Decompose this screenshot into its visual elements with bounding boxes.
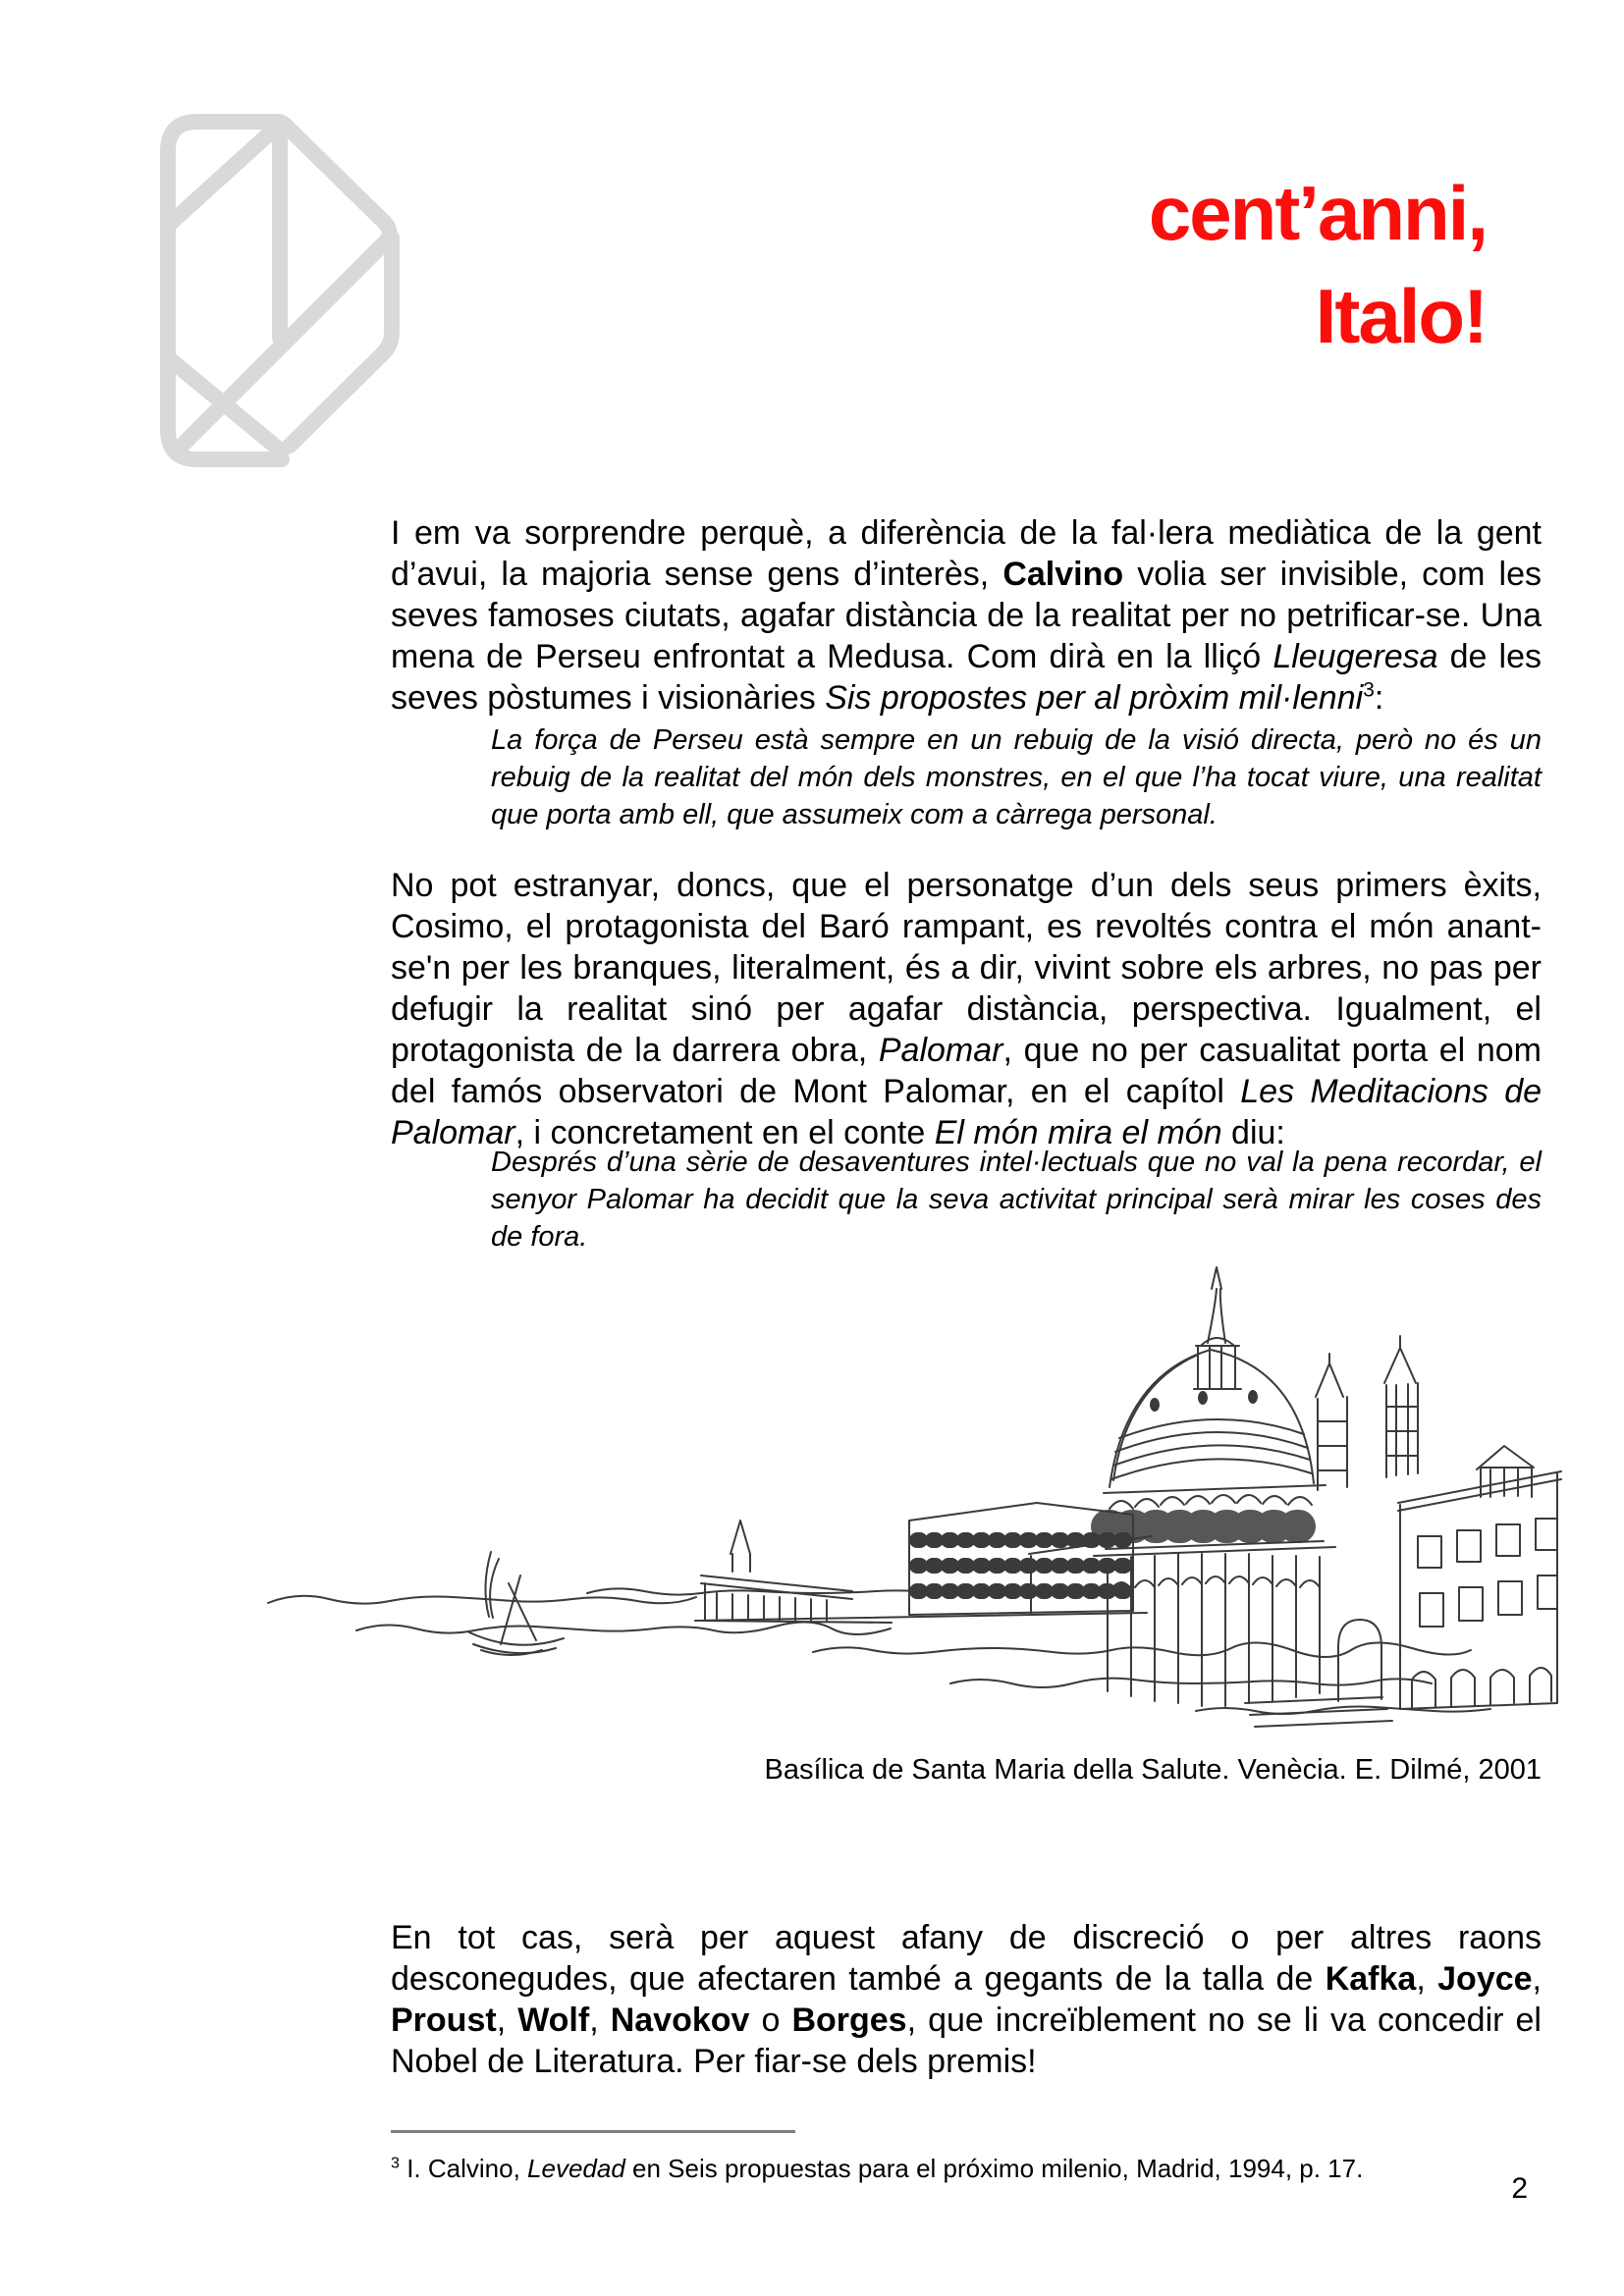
basilica-sketch bbox=[263, 1259, 1564, 1755]
basilica-lantern bbox=[1194, 1267, 1241, 1389]
page-number: 2 bbox=[1511, 2172, 1528, 2205]
footnote-text: $^3$ I. Calvino, Levedad en Seis propuestas para el próximo milenio, Madrid, 1994, p. 17. bbox=[391, 2154, 1364, 2183]
page-title-line-1: cent’anni, bbox=[1148, 170, 1487, 256]
paragraph-2: No pot estranyar, doncs, que el personatge d’un dels seus primers èxits, Cosimo, el protagonista del Baró rampant, es revoltés contra el món anant-se'n per les branques, literalment, és a dir, vivint sobre els arbres, no pas per defugir la realitat sinó per agafar distància, perspectiva. Igualment, el protagonista de la darrera obra, Palomar, que no per casualitat porta el nom del famós observatori de Mont Palomar, en el capítol Les Meditacions de Palomar, i concretament en el conte El món mira el món diu: bbox=[391, 867, 1543, 1151]
right-building bbox=[1398, 1446, 1561, 1709]
block-quote-2: Després d’una sèrie de desaventures intel·lectuals que no val la pena recordar, el senyor Palomar ha decidit que la seva activitat principal serà mirar les coses des de fora. bbox=[491, 1147, 1542, 1253]
page-title-line-2: Italo! bbox=[1315, 273, 1487, 359]
block-quote-1: La força de Perseu està sempre en un rebuig de la visió directa, però no és un rebuig de la realitat del món dels monstres, en el que l’ha tocat viure, una realitat que porta amb ell, que assumeix com a càrrega personal. bbox=[491, 724, 1542, 830]
paragraph-3: En tot cas, serà per aquest afany de discreció o per altres raons desconegudes, que afectaren també a gegants de la talla de Kafka, Joyce, Proust, Wolf, Navokov o Borges, que increïblement no se li va concedir el Nobel de Literatura. Per fiar-se dels premis! bbox=[391, 1919, 1542, 2080]
footnote-separator bbox=[391, 2130, 795, 2133]
water-lines bbox=[268, 1588, 1490, 1714]
chapel-building bbox=[701, 1521, 892, 1623]
basilica-dome bbox=[1104, 1350, 1326, 1549]
gondola bbox=[469, 1552, 564, 1655]
envelope-logo-icon bbox=[160, 114, 404, 467]
paragraph-1: I em va sorprendre perquè, a diferència de la fal·lera mediàtica de la gent d’avui, la majoria sense gens d’interès, Calvino volia ser invisible, com les seves famoses ciutats, agafar distància de la realitat per no petrificar-se. Una mena de Perseu enfrontat a Medusa. Com dirà en la lliçó Lleugeresa de les seves pòstumes i visionàries Sis propostes per al pròxim mil·lenni$^3$: bbox=[391, 514, 1542, 717]
bell-towers bbox=[1316, 1336, 1418, 1490]
page-title bbox=[1149, 162, 1487, 368]
figure-caption: Basílica de Santa Maria della Salute. Venècia. E. Dilmé, 2001 bbox=[764, 1754, 1542, 1786]
